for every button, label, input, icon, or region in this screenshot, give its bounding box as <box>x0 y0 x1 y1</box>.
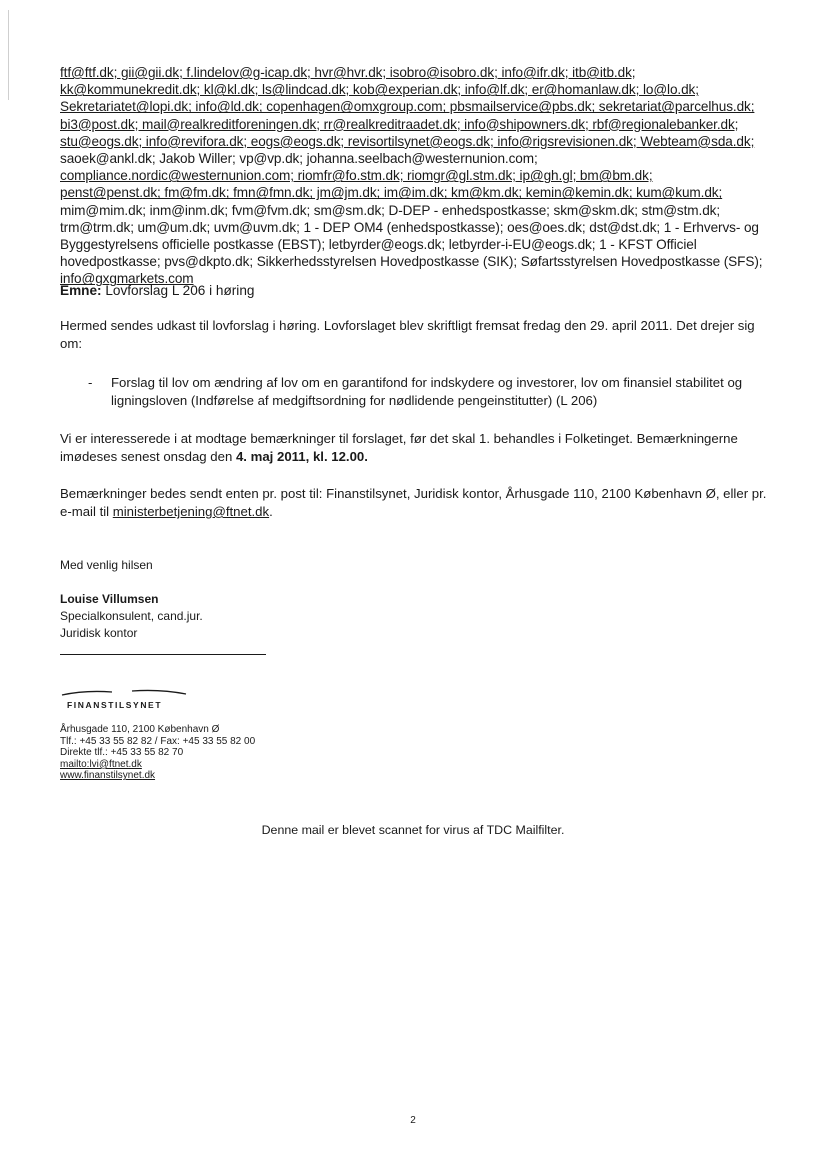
footer-contact <box>60 724 255 782</box>
recipient-line[interactable]: penst@penst.dk; fm@fm.dk; fmn@fmn.dk; jm@jm.dk; im@im.dk; km@km.dk; kemin@kemin.dk; kum@kum.dk; <box>60 185 723 201</box>
page-number: 2 <box>410 1115 416 1126</box>
signature-block <box>60 591 203 642</box>
footer-mail-link[interactable]: mailto:lvi@ftnet.dk <box>60 758 142 770</box>
recipient-line[interactable]: Byggestyrelsens officielle postkasse (EBST); letbyrder@eogs.dk; letbyrder-i-EU@eogs.dk; 1 - KFST Officiel <box>60 237 697 253</box>
recipient-line[interactable]: Sekretariatet@lopi.dk; info@ld.dk; copenhagen@omxgroup.com; pbsmailservice@pbs.dk; sekretariat@parcelhus.dk; <box>60 99 755 115</box>
deadline-paragraph <box>60 430 780 466</box>
deadline-date: 4. maj 2011, kl. 12.00. <box>235 449 368 464</box>
subject-value: Lovforslag L 206 i høring <box>101 283 255 298</box>
deadline-text: Vi er interesserede i at modtage bemærkninger til forslaget, før det skal 1. behandles i Folketinget. Bemærkningerne imødeses senest onsdag den <box>60 431 738 464</box>
subject-label: Emne: <box>60 283 102 298</box>
bill-bullet <box>88 374 788 410</box>
subject-line <box>60 283 254 298</box>
logo-wordmark: FINANSTILSYNET <box>67 700 163 710</box>
submission-paragraph <box>60 485 780 521</box>
submission-end: . <box>269 504 273 519</box>
signature-divider <box>60 654 266 655</box>
recipient-line[interactable]: stu@eogs.dk; info@revifora.dk; eogs@eogs.dk; revisortilsynet@eogs.dk; info@rigsrevisionen.dk; Webteam@sda.dk; <box>60 133 755 149</box>
recipient-line[interactable]: trm@trm.dk; um@um.dk; uvm@uvm.dk; 1 - DEP OM4 (enhedspostkasse); oes@oes.dk; dst@dst.dk; 1 - Erhvervs- og <box>60 219 759 235</box>
signer-name: Louise Villumsen <box>60 592 159 606</box>
signer-department: Juridisk kontor <box>60 626 138 640</box>
submission-text: Bemærkninger bedes sendt enten pr. post til: Finanstilsynet, Juridisk kontor, Århusgade 110, 2100 København Ø, eller pr. e-mail til <box>60 486 767 519</box>
footer-phone: Tlf.: +45 33 55 82 82 / Fax: +45 33 55 82 00 <box>60 735 256 747</box>
greeting: Med venlig hilsen <box>60 558 153 572</box>
signer-title: Specialkonsulent, cand.jur. <box>60 609 203 623</box>
recipient-line[interactable]: hovedpostkasse; pvs@dkpto.dk; Sikkerhedsstyrelsen Hovedpostkasse (SIK); Søfartsstyrelsen Hovedpostkasse (SFS); <box>60 254 763 270</box>
ministry-email-link[interactable]: ministerbetjening@ftnet.dk <box>112 504 270 519</box>
recipient-line[interactable]: bi3@post.dk; mail@realkreditforeningen.dk; rr@realkreditraadet.dk; info@shipowners.dk; rbf@regionalebanker.dk; <box>60 116 739 132</box>
recipient-line[interactable]: kk@kommunekredit.dk; kl@kl.dk; ls@lindcad.dk; kob@experian.dk; info@lf.dk; er@homanlaw.dk; lo@lo.dk; <box>60 82 699 98</box>
scan-margin-mark <box>8 10 9 100</box>
virus-scan-notice: Denne mail er blevet scannet for virus af TDC Mailfilter. <box>261 823 565 837</box>
recipient-list <box>60 64 775 288</box>
recipient-line[interactable]: ftf@ftf.dk; gii@gii.dk; f.lindelov@g-icap.dk; hvr@hvr.dk; isobro@isobro.dk; info@ifr.dk; itb@itb.dk; <box>60 65 636 80</box>
bullet-text: Forslag til lov om ændring af lov om en garantifond for indskydere og investorer, lov om finansiel stabilitet og ligningsloven (Indførelse af medgiftsordning for nødlidende pengeinstitutter) (L 206) <box>111 375 743 408</box>
footer-web-link[interactable]: www.finanstilsynet.dk <box>60 770 156 782</box>
footer-address: Århusgade 110, 2100 København Ø <box>60 724 220 735</box>
recipient-line[interactable]: compliance.nordic@westernunion.com; riomfr@fo.stm.dk; riomgr@gl.stm.dk; ip@gh.gl; bm@bm.dk; <box>60 168 653 184</box>
recipient-line[interactable]: mim@mim.dk; inm@inm.dk; fvm@fvm.dk; sm@sm.dk; D-DEP - enhedspostkasse; skm@skm.dk; stm@stm.dk; <box>60 202 721 218</box>
intro-paragraph: Hermed sendes udkast til lovforslag i høring. Lovforslaget blev skriftligt fremsat fredag den 29. april 2011. Det drejer sig om: <box>60 318 755 351</box>
bullet-dash: - <box>88 375 93 390</box>
recipient-line[interactable]: info@gxgmarkets.com <box>60 271 194 287</box>
recipient-line[interactable]: saoek@ankl.dk; Jakob Willer; vp@vp.dk; johanna.seelbach@westernunion.com; <box>60 151 538 167</box>
footer-direct-phone: Direkte tlf.: +45 33 55 82 70 <box>60 747 184 759</box>
